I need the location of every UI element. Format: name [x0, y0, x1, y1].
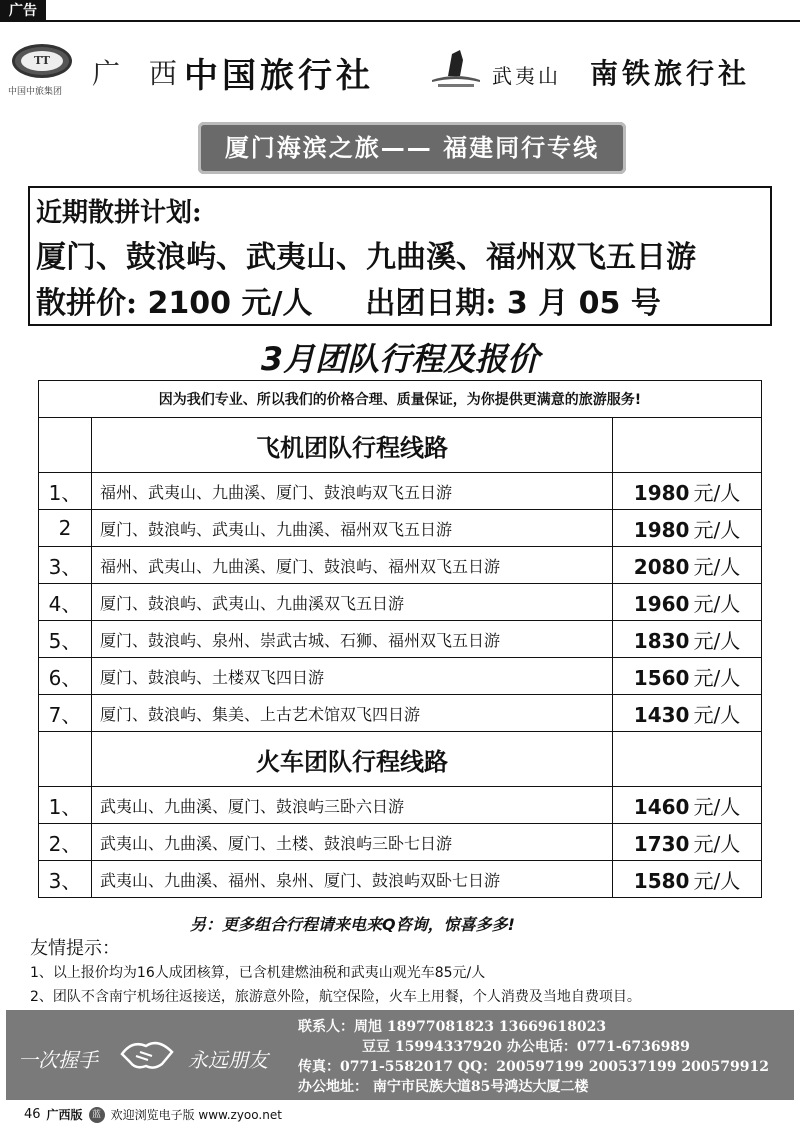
row-price: 2080 — [633, 554, 690, 579]
table-intro: 因为我们专业、所以我们的价格合理、质量保证，为你提供更满意的旅游服务! — [39, 381, 762, 418]
route-banner: 厦门海滨之旅—— 福建同行专线 — [198, 122, 626, 174]
page-number: 46 — [24, 1107, 41, 1122]
table-intro-row — [39, 381, 762, 418]
row-number: 4、 — [39, 584, 92, 621]
date-label: 出团日期: — [365, 286, 497, 321]
logo-mark: TT — [21, 51, 63, 71]
slogan-left: 一次握手 — [18, 1048, 98, 1072]
row-number: 2、 — [39, 824, 92, 861]
page-footer — [24, 1106, 282, 1123]
table-row — [39, 621, 762, 658]
row-price-cell — [613, 658, 762, 695]
row-route: 厦门、鼓浪屿、武夷山、九曲溪双飞五日游 — [92, 584, 613, 621]
section-title: 3月团队行程及报价 — [260, 340, 540, 378]
row-number: 2 — [39, 510, 92, 547]
row-route: 厦门、鼓浪屿、武夷山、九曲溪、福州双飞五日游 — [92, 510, 613, 547]
top-divider — [46, 20, 800, 22]
row-price: 1960 — [633, 591, 690, 616]
row-price-unit: 元/人 — [693, 591, 741, 616]
row-price: 1580 — [633, 868, 690, 893]
row-number: 7、 — [39, 695, 92, 732]
train-section-header — [39, 732, 762, 787]
edition-label: 广西版 — [46, 1108, 83, 1122]
brand2-prefix: 武夷山 — [492, 64, 561, 88]
row-number: 3、 — [39, 861, 92, 898]
row-price-unit: 元/人 — [693, 868, 741, 893]
train-section-title: 火车团队行程线路 — [92, 732, 613, 787]
row-price-unit: 元/人 — [693, 554, 741, 579]
row-price: 1980 — [633, 480, 690, 505]
row-route: 厦门、鼓浪屿、泉州、崇武古城、石狮、福州双飞五日游 — [92, 621, 613, 658]
table-row — [39, 473, 762, 510]
row-price-unit: 元/人 — [693, 517, 741, 542]
contact-address: 办公地址： 南宁市民族大道85号鸿达大厦二楼 — [298, 1079, 589, 1095]
table-row — [39, 658, 762, 695]
row-number: 5、 — [39, 621, 92, 658]
row-price-cell — [613, 473, 762, 510]
row-number: 3、 — [39, 547, 92, 584]
row-price-unit: 元/人 — [693, 702, 741, 727]
row-price: 1560 — [633, 665, 690, 690]
tip-item-1: 1、以上报价均为16人成团核算，已含机建燃油税和武夷山观光车85元/人 — [30, 965, 486, 981]
row-price: 1830 — [633, 628, 690, 653]
website-text: 欢迎浏览电子版 www.zyoo.net — [110, 1108, 282, 1122]
table-row — [39, 861, 762, 898]
row-number: 1、 — [39, 473, 92, 510]
more-combos-note: 另：更多组合行程请来电来Q咨询，惊喜多多! — [190, 915, 515, 934]
tip-item-2: 2、团队不含南宁机场往返接送，旅游意外险，航空保险，火车上用餐，个人消费及当地自费项目。 — [30, 989, 641, 1005]
plan-title: 近期散拼计划: — [36, 198, 202, 228]
row-route: 武夷山、九曲溪、厦门、鼓浪屿三卧六日游 — [92, 787, 613, 824]
row-price: 1460 — [633, 794, 690, 819]
row-route: 武夷山、九曲溪、厦门、土楼、鼓浪屿三卧七日游 — [92, 824, 613, 861]
brand2-name: 南铁旅行社 — [590, 57, 751, 90]
nantie-logo-icon — [430, 46, 482, 92]
edition-badge-icon: 蓝 — [89, 1107, 105, 1123]
row-price-cell — [613, 824, 762, 861]
row-price-unit: 元/人 — [693, 831, 741, 856]
price-value: 2100 元/人 — [147, 286, 313, 321]
cts-logo-icon — [12, 44, 72, 78]
row-price-unit: 元/人 — [693, 480, 741, 505]
contact-line-1: 联系人：周旭 18977081823 13669618023 — [298, 1019, 607, 1035]
brand-name: 中国旅行社 — [184, 56, 374, 96]
contact-line-2: 豆豆 15994337920 办公电话：0771-6736989 — [362, 1039, 690, 1055]
row-route: 福州、武夷山、九曲溪、厦门、鼓浪屿双飞五日游 — [92, 473, 613, 510]
row-price: 1430 — [633, 702, 690, 727]
contact-line-3: 传真：0771-5582017 QQ：200597199 200537199 200579912 — [298, 1059, 769, 1075]
row-number: 1、 — [39, 787, 92, 824]
row-price-unit: 元/人 — [693, 628, 741, 653]
row-price: 1730 — [633, 831, 690, 856]
row-price-cell — [613, 584, 762, 621]
plan-price-line — [36, 278, 661, 322]
date-value: 3 月 05 号 — [506, 286, 661, 321]
row-route: 厦门、鼓浪屿、土楼双飞四日游 — [92, 658, 613, 695]
row-route: 福州、武夷山、九曲溪、厦门、鼓浪屿、福州双飞五日游 — [92, 547, 613, 584]
handshake-icon — [118, 1032, 176, 1076]
row-price-cell — [613, 787, 762, 824]
row-price-cell — [613, 621, 762, 658]
table-row — [39, 787, 762, 824]
slogan-right: 永远朋友 — [188, 1048, 268, 1072]
logo-caption: 中国中旅集团 — [8, 87, 63, 97]
table-row — [39, 510, 762, 547]
row-number: 6、 — [39, 658, 92, 695]
row-price-cell — [613, 861, 762, 898]
row-price-unit: 元/人 — [693, 794, 741, 819]
price-label: 散拼价: — [36, 286, 138, 321]
plan-route: 厦门、鼓浪屿、武夷山、九曲溪、福州双飞五日游 — [36, 240, 696, 275]
ad-tag: 广告 — [0, 0, 46, 22]
itinerary-table — [38, 380, 762, 898]
table-row — [39, 547, 762, 584]
table-row — [39, 824, 762, 861]
table-row — [39, 584, 762, 621]
row-price-cell — [613, 547, 762, 584]
tips-heading: 友情提示： — [30, 938, 120, 959]
row-price-cell — [613, 695, 762, 732]
air-section-title: 飞机团队行程线路 — [92, 418, 613, 473]
row-price-unit: 元/人 — [693, 665, 741, 690]
row-price: 1980 — [633, 517, 690, 542]
brand-region: 广 西 — [92, 57, 187, 90]
table-row — [39, 695, 762, 732]
row-price-cell — [613, 510, 762, 547]
row-route: 厦门、鼓浪屿、集美、上古艺术馆双飞四日游 — [92, 695, 613, 732]
air-section-header — [39, 418, 762, 473]
row-route: 武夷山、九曲溪、福州、泉州、厦门、鼓浪屿双卧七日游 — [92, 861, 613, 898]
